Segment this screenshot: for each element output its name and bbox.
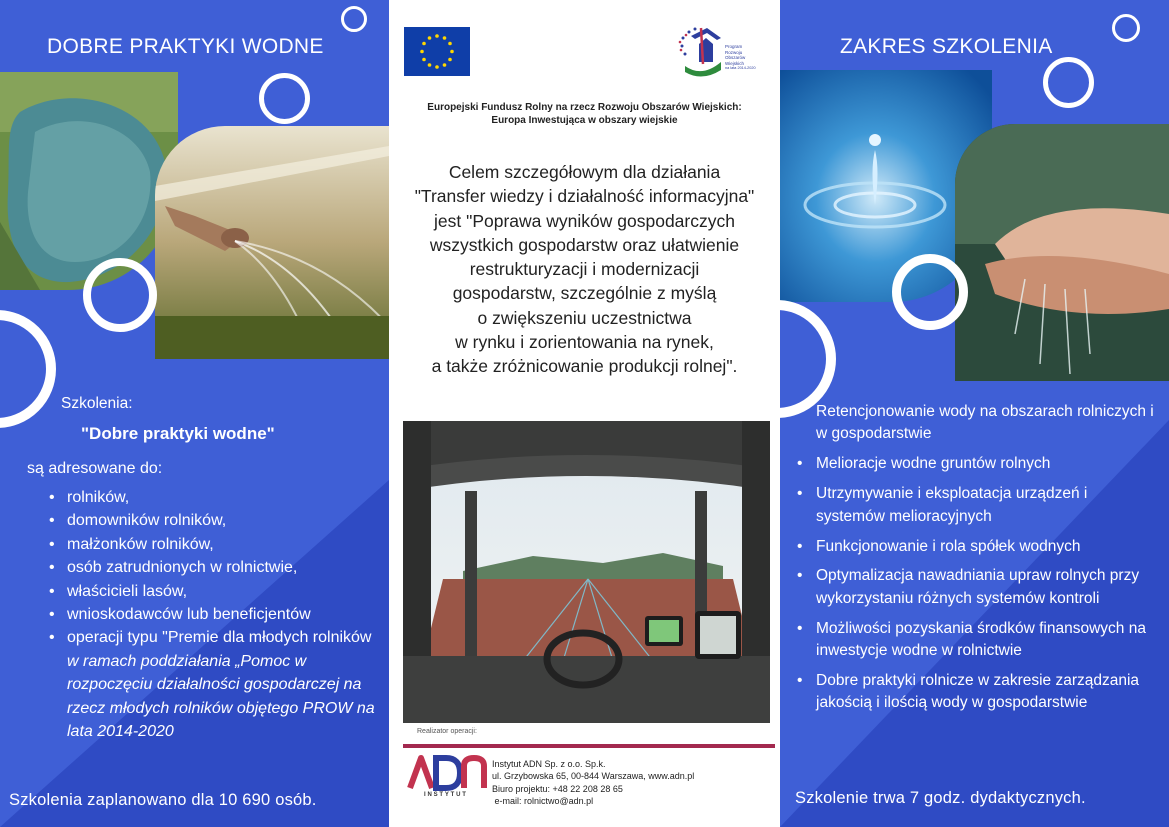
ring-decor <box>892 254 968 330</box>
list-item: • Optymalizacja nawadniania upraw rolnych przy wykorzystaniu różnych systemów kontroli <box>795 565 1157 610</box>
contact-line: Instytut ADN Sp. z o.o. Sp.k. <box>492 759 606 769</box>
fund-text <box>389 101 780 127</box>
prow-line: Rozwoju <box>725 49 743 55</box>
left-panel <box>0 0 389 827</box>
list-item: • Retencjonowanie wody na obszarach rolniczych i w gospodarstwie <box>795 401 1157 446</box>
goal-line: gospodarstw, szczególnie z myślą <box>452 283 717 304</box>
goal-text <box>389 160 780 379</box>
ring-decor <box>259 73 310 124</box>
contact-info <box>492 758 694 807</box>
prow-line: Obszarów <box>725 55 746 60</box>
list-item: • właścicieli lasów, <box>49 580 379 603</box>
right-title: ZAKRES SZKOLENIA <box>840 35 1053 58</box>
prow-logo <box>677 24 769 78</box>
right-panel <box>780 0 1169 827</box>
list-item: • wnioskodawców lub beneficjentów <box>49 603 379 626</box>
goal-line: jest "Poprawa wyników gospodarczych <box>434 210 735 231</box>
middle-panel <box>389 0 780 827</box>
list-item: • domowników rolników, <box>49 509 379 532</box>
left-title: DOBRE PRAKTYKI WODNE <box>47 35 324 58</box>
goal-line: wszystkich gospodarstw oraz ułatwienie <box>429 234 740 255</box>
goal-line: Celem szczegółowym dla działania <box>448 162 721 182</box>
adn-logo <box>406 754 488 800</box>
topics-list <box>795 401 1157 722</box>
eu-flag-logo <box>404 27 470 76</box>
fund-line-1: Europejski Fundusz Rolny na rzecz Rozwoju Obszarów Wiejskich: <box>427 102 742 113</box>
contact-line: e-mail: rolnictwo@adn.pl <box>492 795 594 806</box>
intro-label: Szkolenia: <box>61 395 133 412</box>
list-item: • Możliwości pozyskania środków finansowych na inwestycje wodne w rolnictwie <box>795 618 1157 663</box>
prow-line: na lata 2014-2020 <box>725 66 756 70</box>
goal-line: o zwiększeniu uczestnictwa <box>477 307 692 328</box>
premia-italic-text: w ramach poddziałania „Pomoc w rozpoczęciu działalności gospodarczej na rzecz młodych rolników objętego PROW na lata 2014-2020 <box>67 652 375 741</box>
list-item: • Funkcjonowanie i rola spółek wodnych <box>795 536 1157 558</box>
contact-line: ul. Grzybowska 65, 00-844 Warszawa, www.adn.pl <box>492 771 695 782</box>
course-name: "Dobre praktyki wodne" <box>81 424 275 443</box>
tractor-cab-photo <box>403 421 770 723</box>
adn-logo-mark-icon <box>406 754 488 792</box>
right-footer: Szkolenie trwa 7 godz. dydaktycznych. <box>795 789 1086 807</box>
prow-line: Wiejskich <box>725 60 745 66</box>
adn-sub: INSTYTUT <box>424 792 468 798</box>
ring-decor <box>1112 14 1140 42</box>
goal-line: restrukturyzacji i modernizacji <box>469 259 700 280</box>
divider-line <box>403 744 775 748</box>
prow-emblem-icon <box>677 24 727 78</box>
contact-line: Biuro projektu: +48 22 208 28 65 <box>492 783 623 794</box>
list-item: • Dobre praktyki rolnicze w zakresie zarządzania jakością i ilością wody w gospodarstwie <box>795 670 1157 715</box>
addressed-label: są adresowane do: <box>27 460 163 477</box>
list-item-premia <box>49 626 379 743</box>
list-item: • rolników, <box>49 486 379 509</box>
list-item: • małżonków rolników, <box>49 533 379 556</box>
premia-text: operacji typu "Premie dla młodych rolników <box>67 629 372 647</box>
goal-line: a także zróżnicowanie produkcji rolnej". <box>431 356 738 377</box>
ring-decor <box>341 6 367 32</box>
list-item: • osób zatrudnionych w rolnictwie, <box>49 556 379 579</box>
watering-can-photo <box>155 126 389 359</box>
list-item: • Melioracje wodne gruntów rolnych <box>795 453 1157 475</box>
goal-line: w rynku i zorientowania na rynek, <box>455 332 714 353</box>
audience-list <box>49 486 379 743</box>
hands-water-photo <box>955 124 1169 381</box>
fund-line-2: Europa Inwestująca w obszary wiejskie <box>491 115 678 126</box>
goal-line: "Transfer wiedzy i działalność informacyjna" <box>414 186 755 207</box>
prow-line: Program <box>725 44 743 49</box>
left-footer: Szkolenia zaplanowano dla 10 690 osób. <box>9 791 317 809</box>
realizator-label: Realizator operacji: <box>417 728 477 735</box>
list-item: • Utrzymywanie i eksploatacja urządzeń i systemów melioracyjnych <box>795 483 1157 528</box>
prow-text <box>725 44 756 72</box>
ring-decor <box>1043 57 1094 108</box>
ring-decor <box>83 258 157 332</box>
